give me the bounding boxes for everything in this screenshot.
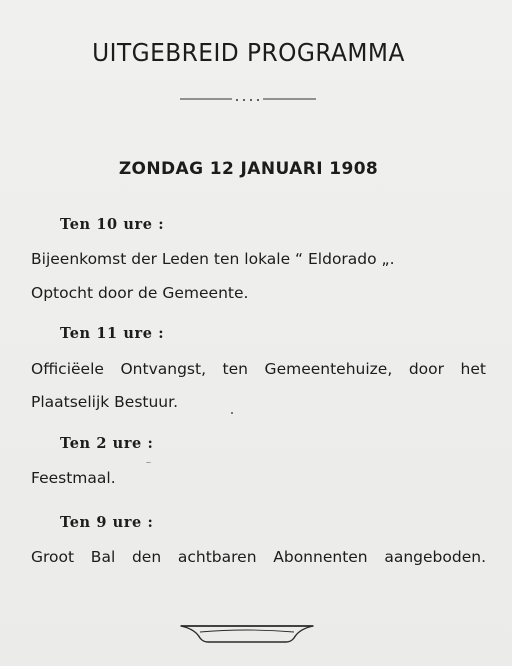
bottom-ornament	[178, 620, 316, 646]
title-divider-ornament	[178, 92, 318, 106]
time-heading-9: Ten 9 ure :	[60, 514, 154, 531]
date-heading: ZONDAG 12 JANUARI 1908	[118, 159, 379, 179]
time-heading-10: Ten 10 ure :	[60, 216, 165, 233]
paper-speck	[146, 462, 151, 463]
time-heading-11: Ten 11 ure :	[60, 325, 165, 342]
page-title: UITGEBREID PROGRAMMA	[92, 38, 405, 67]
event-line-reception: Officiëele Ontvangst, ten Gemeentehuize, door het	[31, 360, 486, 378]
event-line-procession: Optocht door de Gemeente.	[31, 284, 249, 302]
time-heading-2: Ten 2 ure :	[60, 435, 154, 452]
event-line-ball: Groot Bal den achtbaren Abonnenten aangeboden.	[31, 548, 486, 566]
paper-speck	[231, 412, 233, 414]
event-line-local-board: Plaatselijk Bestuur.	[31, 393, 179, 411]
event-line-arrival: Bijeenkomst der Leden ten lokale “ Eldorado „.	[31, 250, 395, 268]
event-line-banquet: Feestmaal.	[31, 469, 116, 487]
